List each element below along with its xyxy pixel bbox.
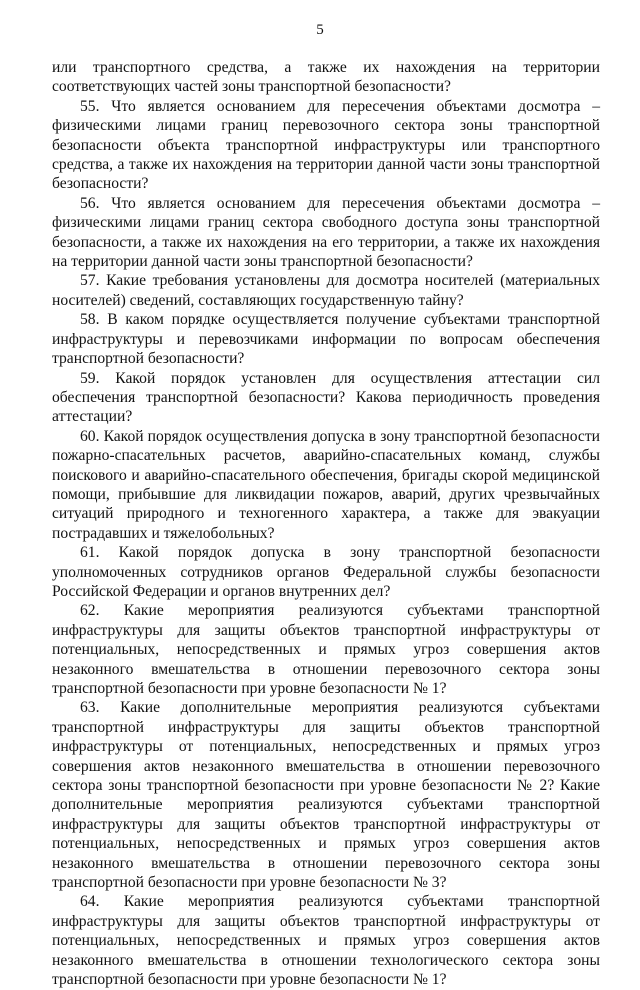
question-55: 55. Что является основанием для пересечения объектами досмотра – физическими лицами границ перевозочного сектора зоны транспортной безопасности объекта транспортной инфраструктуры или транспортного средства, а также их нахождения на территории данной части зоны транспортной безопасности?: [52, 97, 600, 193]
paragraph-continuation: или транспортного средства, а также их нахождения на территории соответствующих частей зоны транспортной безопасности?: [52, 59, 600, 96]
question-59: 59. Какой порядок установлен для осуществления аттестации сил обеспечения транспортной безопасности? Какова периодичность проведения аттестации?: [52, 369, 600, 426]
question-64: 64. Какие мероприятия реализуются субъектами транспортной инфраструктуры для защиты объектов транспортной инфраструктуры от потенциальных, непосредственных и прямых угроз совершения актов незаконного вмешательства в отношении технологического сектора зоны транспортной безопасности при уровне безопасности № 1?: [52, 893, 600, 989]
document-body: [52, 58, 600, 990]
question-63: 63. Какие дополнительные мероприятия реализуются субъектами транспортной инфраструктуры для защиты объектов транспортной инфраструктуры от потенциальных, непосредственных и прямых угроз совершения актов незаконного вмешательства в отношении перевозочного сектора зоны транспортной безопасности при уровне безопасности № 2? Какие дополнительные мероприятия реализуются субъектами транспортной инфраструктуры для защиты объектов транспортной инфраструктуры от потенциальных, непосредственных и прямых угроз совершения актов незаконного вмешательства в отношении перевозочного сектора зоны транспортной безопасности при уровне безопасности № 3?: [52, 699, 600, 892]
question-60: 60. Какой порядок осуществления допуска в зону транспортной безопасности пожарно-спасательных расчетов, аварийно-спасательных команд, службы поискового и аварийно-спасательного обеспечения, бригады скорой медицинской помощи, прибывшие для ликвидации пожаров, аварий, других чрезвычайных ситуаций природного и техногенного характера, а также для эвакуации пострадавших и тяжелобольных?: [52, 427, 600, 542]
question-57: 57. Какие требования установлены для досмотра носителей (материальных носителей) сведений, составляющих государственную тайну?: [52, 272, 600, 309]
question-58: 58. В каком порядке осуществляется получение субъектами транспортной инфраструктуры и перевозчиками информации по вопросам обеспечения транспортной безопасности?: [52, 311, 600, 368]
question-61: 61. Какой порядок допуска в зону транспортной безопасности уполномоченных сотрудников органов Федеральной службы безопасности Российской Федерации и органов внутренних дел?: [52, 544, 600, 600]
question-56: 56. Что является основанием для пересечения объектами досмотра – физическими лицами границ сектора свободного доступа зоны транспортной безопасности, а также их нахождения на его территории, а также их нахождения на территории данной части зоны транспортной безопасности?: [52, 194, 600, 271]
question-62: 62. Какие мероприятия реализуются субъектами транспортной инфраструктуры для защиты объектов транспортной инфраструктуры от потенциальных, непосредственных и прямых угроз совершения актов незаконного вмешательства в отношении перевозочного сектора зоны транспортной безопасности при уровне безопасности № 1?: [52, 602, 600, 697]
page-number: 5: [316, 22, 324, 38]
